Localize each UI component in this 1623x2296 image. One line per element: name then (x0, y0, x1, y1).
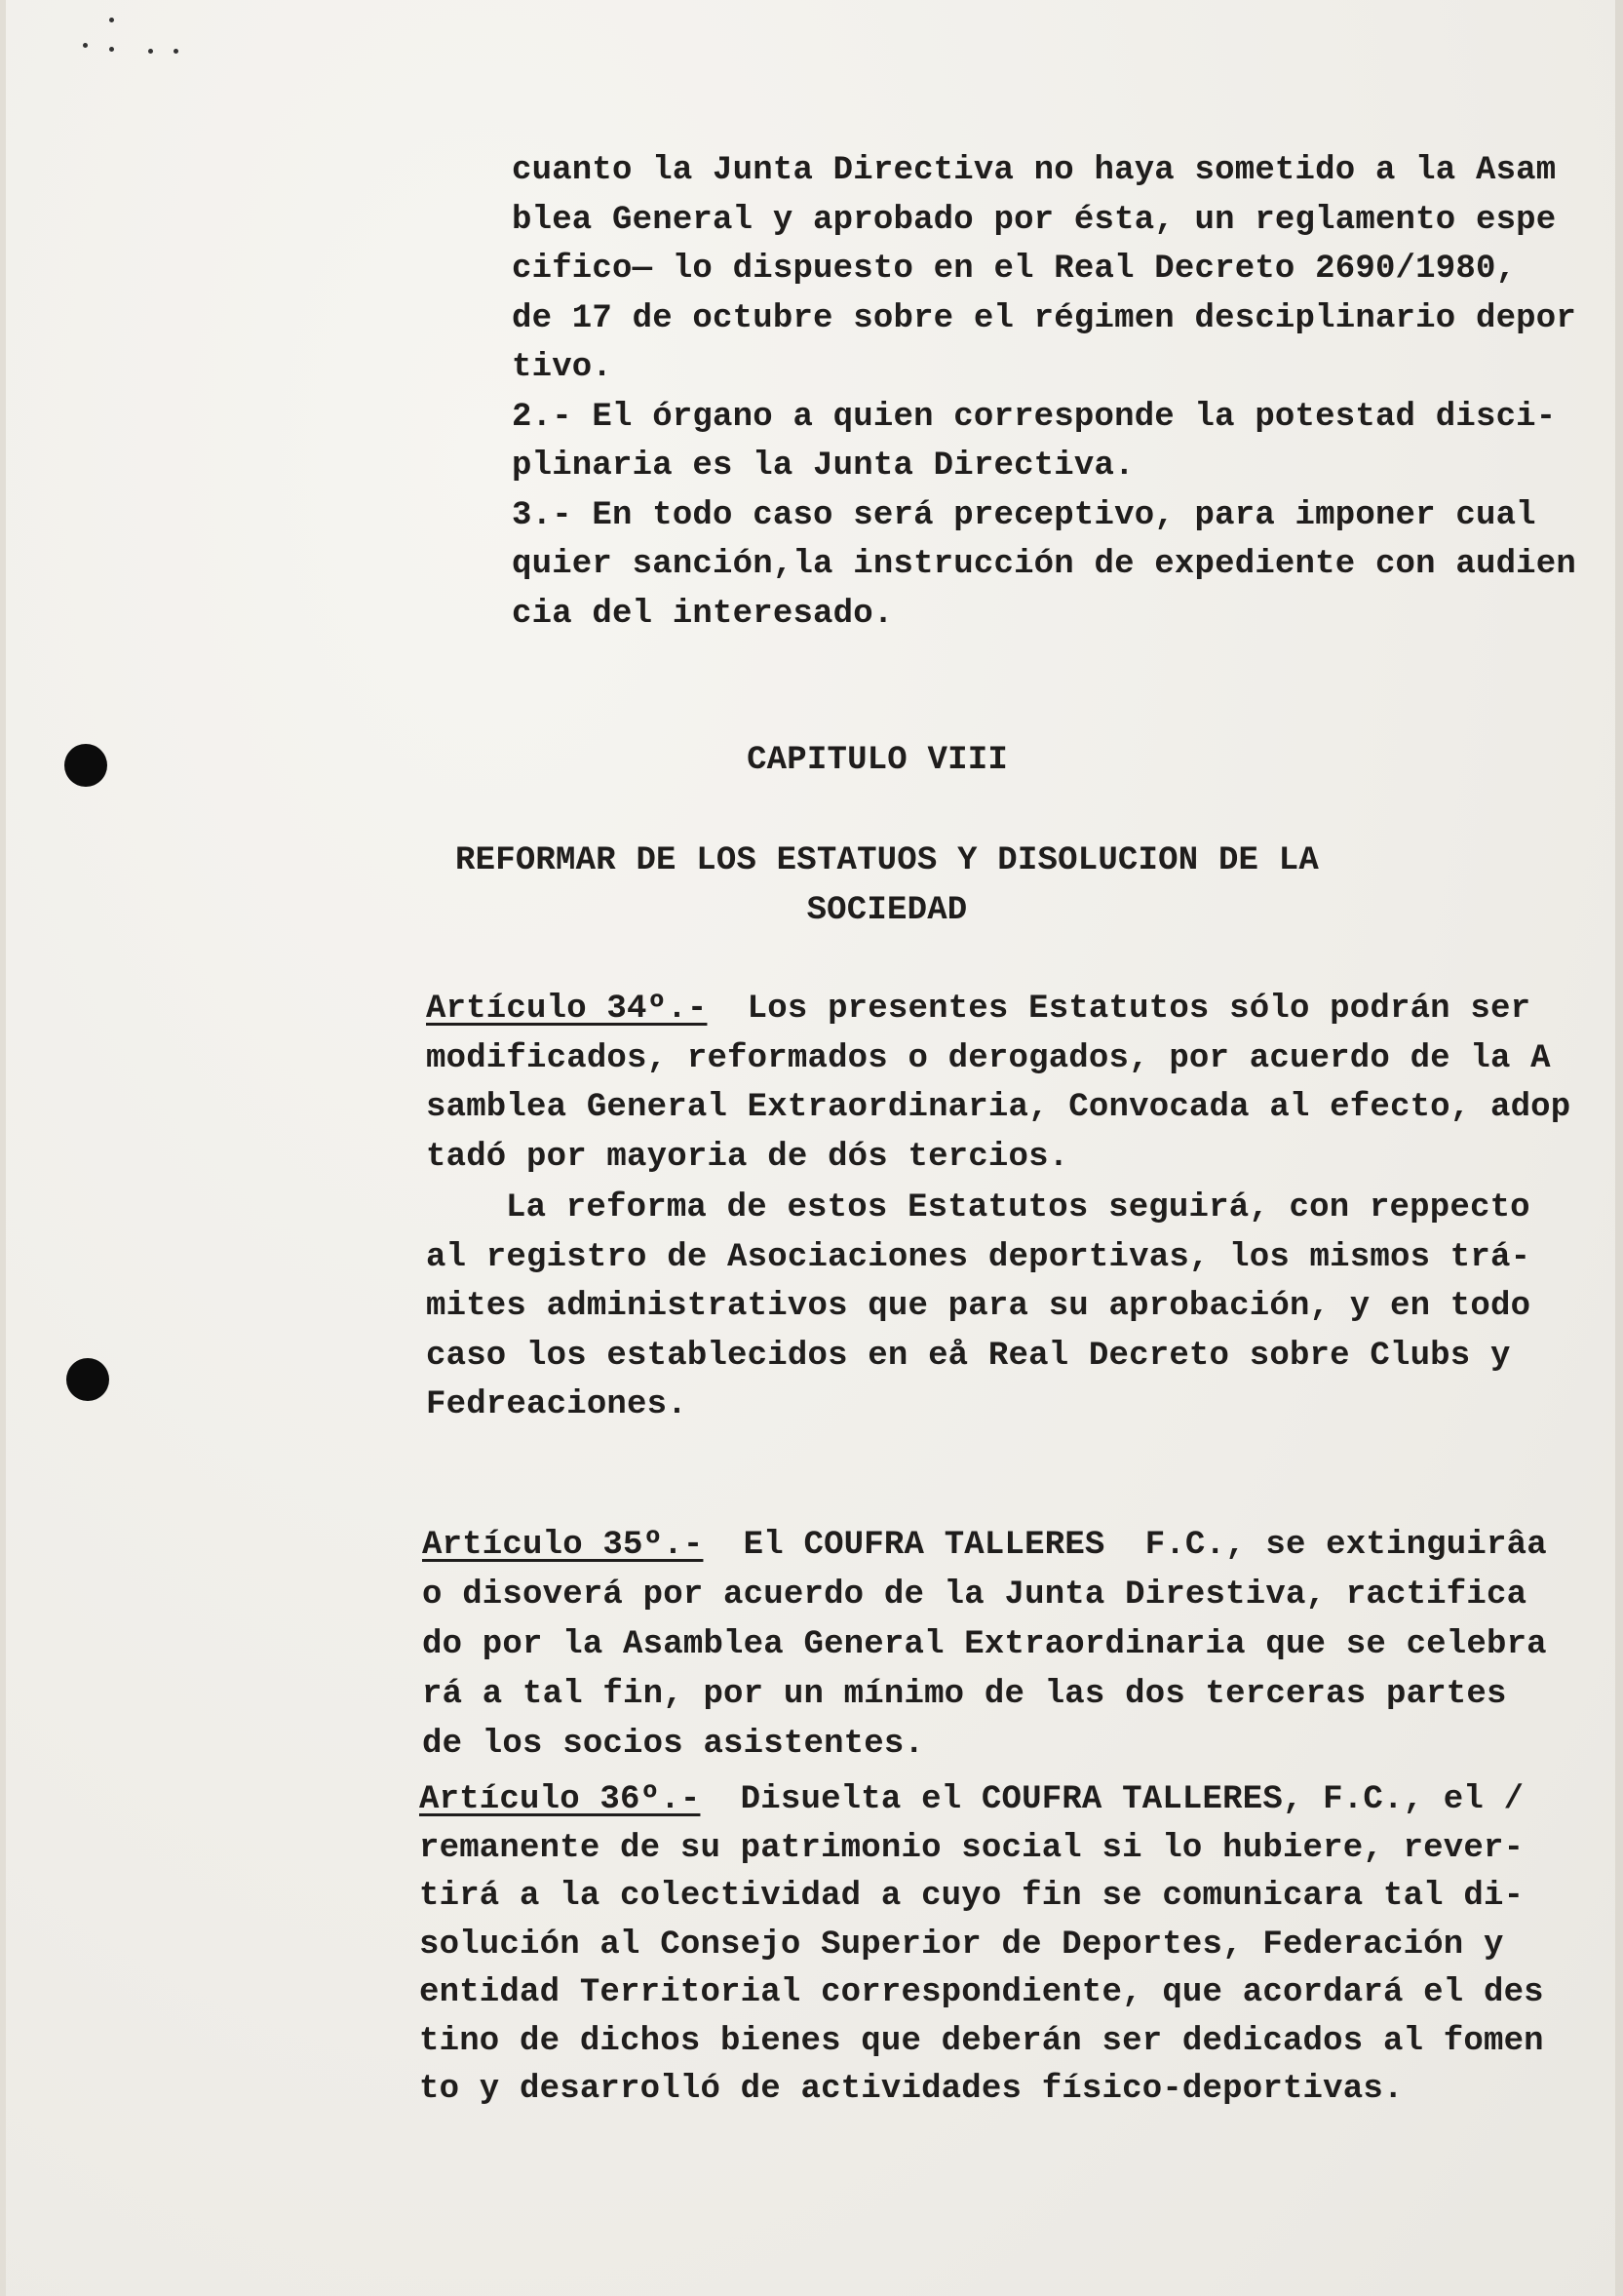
article-34-paragraph (426, 1184, 1530, 1430)
ink-speck (148, 49, 153, 54)
text-line: 3.- En todo caso será preceptivo, para imponer cual (512, 496, 1536, 534)
ink-speck (109, 47, 114, 52)
text-line: cuanto la Junta Directiva no haya sometido a la Asam (512, 152, 1557, 189)
article-label: Artículo 35º.- (422, 1527, 704, 1564)
text-line: de 17 de octubre sobre el régimen desciplinario depor (512, 299, 1576, 337)
text-line: remanente de su patrimonio social si lo hubiere, rever- (419, 1829, 1525, 1867)
text-line: tino de dichos bienes que deberán ser dedicados al fomen (419, 2022, 1544, 2060)
text-line: modificados, reformados o derogados, por acuerdo de la A (426, 1039, 1551, 1077)
text-line: Disuelta el COUFRA TALLERES, F.C., el / (700, 1781, 1525, 1818)
article-label: Artículo 36º.- (419, 1781, 701, 1818)
chapter-heading: CAPITULO VIII (747, 742, 1008, 779)
text-line: quier sanción,la instrucción de expediente con audien (512, 546, 1576, 583)
text-line: cifico— lo dispuesto en el Real Decreto 2690/1980, (512, 251, 1517, 288)
text-line: entidad Territorial correspondiente, que acordará el des (419, 1974, 1544, 2011)
text-line: tivo. (512, 349, 613, 386)
text-line: tirá a la colectividad a cuyo fin se comunicara tal di- (419, 1878, 1525, 1915)
text-line: 2.- El órgano a quien corresponde la potestad disci- (512, 398, 1557, 436)
text-line: do por la Asamblea General Extraordinaria que se celebra (422, 1626, 1547, 1663)
ink-speck (174, 49, 178, 54)
punch-hole (64, 744, 107, 787)
chapter-title (195, 837, 1579, 935)
text-line: Los presentes Estatutos sólo podrán ser (707, 991, 1531, 1028)
ink-speck (109, 18, 114, 22)
text-line: tadó por mayoria de dós tercios. (426, 1138, 1069, 1176)
text-line: caso los establecidos en eå Real Decreto sobre Clubs y (426, 1337, 1511, 1375)
chapter-title-line: REFORMAR DE LOS ESTATUOS Y DISOLUCION DE LA (455, 842, 1319, 879)
text-line: mites administrativos que para su aprobación, y en todo (426, 1288, 1531, 1325)
text-line: rá a tal fin, por un mínimo de las dos terceras partes (422, 1676, 1507, 1713)
ink-speck (83, 43, 88, 48)
text-line: solución al Consejo Superior de Deportes, Federación y (419, 1926, 1504, 1964)
text-line: blea General y aprobado por ésta, un reglamento espe (512, 201, 1557, 239)
text-line: de los socios asistentes. (422, 1726, 925, 1763)
text-line: cia del interesado. (512, 595, 894, 633)
text-line: al registro de Asociaciones deportivas, los mismos trá- (426, 1238, 1531, 1276)
article-35 (422, 1521, 1547, 1770)
article-36 (419, 1776, 1544, 2115)
text-line: to y desarrolló de actividades físico-deportivas. (419, 2071, 1404, 2108)
article-34 (426, 985, 1570, 1182)
continuation-text (512, 146, 1576, 639)
text-line: samblea General Extraordinaria, Convocada al efecto, adop (426, 1089, 1571, 1126)
text-line: o disoverá por acuerdo de la Junta Direstiva, ractifica (422, 1576, 1527, 1614)
punch-hole (66, 1358, 109, 1401)
text-line: plinaria es la Junta Directiva. (512, 448, 1135, 485)
article-label: Artículo 34º.- (426, 991, 708, 1028)
chapter-title-line: SOCIEDAD (806, 891, 968, 929)
text-line: El COUFRA TALLERES F.C., se extinguirâa (703, 1527, 1547, 1564)
text-line: La reforma de estos Estatutos seguirá, con reppecto (506, 1189, 1530, 1226)
text-line: Fedreaciones. (426, 1386, 687, 1423)
